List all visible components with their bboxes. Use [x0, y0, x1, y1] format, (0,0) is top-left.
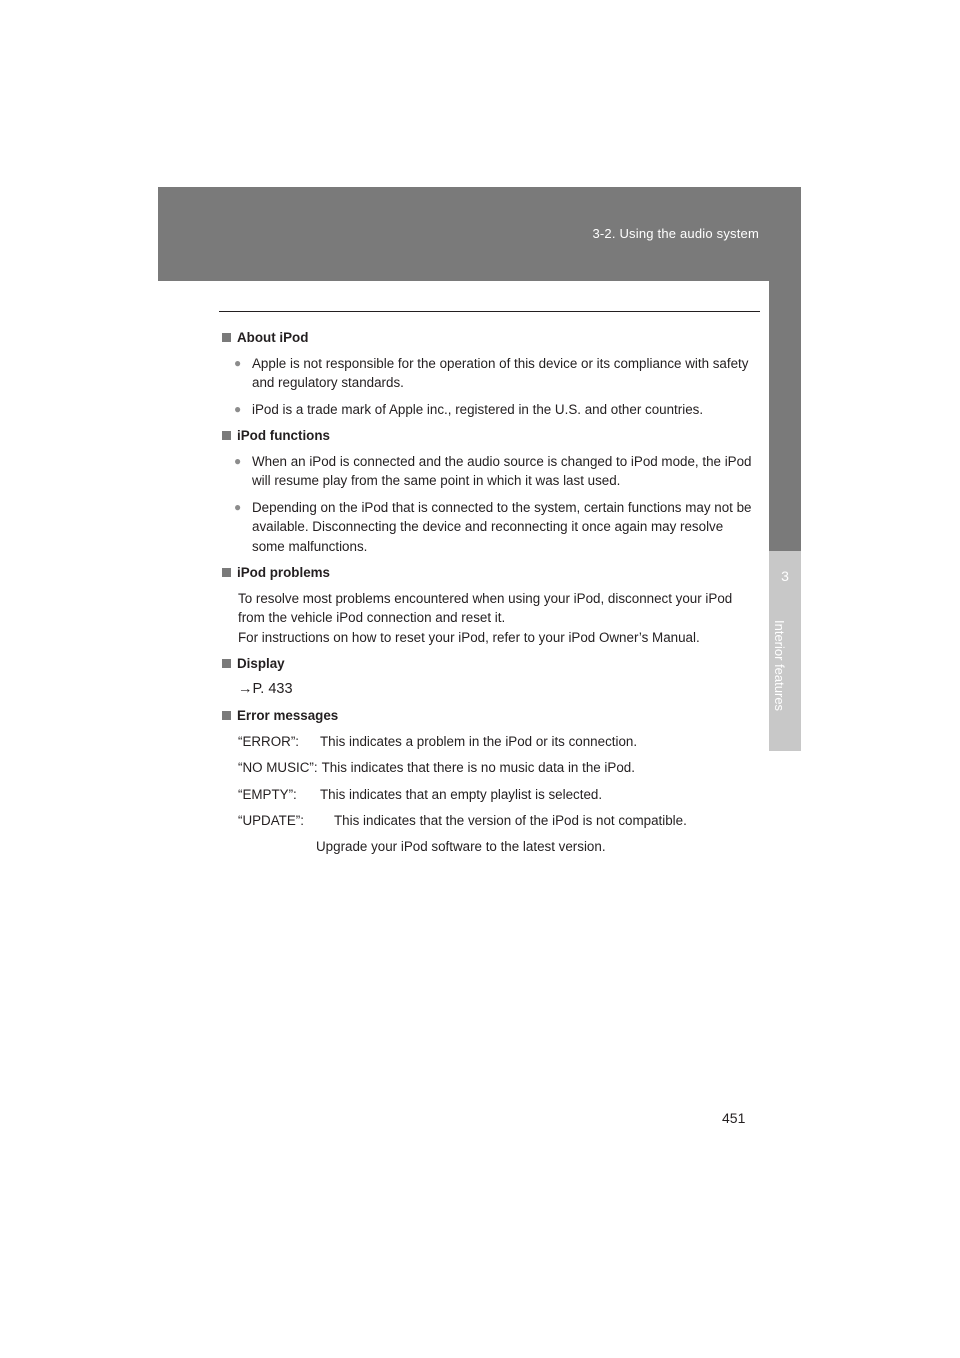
- error-row: [222, 758, 758, 778]
- circle-bullet-icon: ●: [234, 499, 242, 514]
- error-row: [222, 811, 758, 831]
- heading-ipod-functions: iPod functions: [222, 426, 758, 446]
- chapter-number: 3: [781, 568, 789, 584]
- list-item: ● Depending on the iPod that is connected to the system, certain functions may not be available. Disconnecting the device and reconnecting it once again may resolve some malfunctions.: [222, 498, 758, 557]
- error-description: This indicates a problem in the iPod or its connection.: [320, 733, 638, 749]
- error-description: This indicates that an empty playlist is selected.: [320, 786, 603, 802]
- square-bullet-icon: [222, 568, 231, 577]
- error-code: “NO MUSIC”:: [238, 760, 318, 775]
- top-rule: [219, 311, 760, 312]
- error-code: “ERROR”:: [238, 733, 299, 749]
- list-item: ● When an iPod is connected and the audio source is changed to iPod mode, the iPod will resume play from the same point in which it was last used.: [222, 452, 758, 491]
- heading-ipod-problems: iPod problems: [222, 563, 758, 583]
- circle-bullet-icon: ●: [234, 401, 242, 416]
- circle-bullet-icon: ●: [234, 453, 242, 468]
- side-tab-upper: [769, 281, 801, 551]
- error-description-continued: Upgrade your iPod software to the latest version.: [316, 838, 606, 854]
- page-reference-link[interactable]: →P. 433: [238, 680, 293, 697]
- circle-bullet-icon: ●: [234, 355, 242, 370]
- list-item: ● Apple is not responsible for the operation of this device or its compliance with safety and regulatory standards.: [222, 354, 758, 393]
- heading-error-messages: Error messages: [222, 706, 758, 726]
- paragraph: To resolve most problems encountered when using your iPod, disconnect your iPod from the vehicle iPod connection and reset it. For instructions on how to reset your iPod, refer to your iPod Owner’s Manual.: [238, 590, 733, 645]
- error-row: [222, 785, 758, 805]
- error-code: “UPDATE”:: [238, 813, 304, 828]
- error-description: This indicates that there is no music data in the iPod.: [321, 760, 635, 775]
- header-band: [158, 187, 801, 281]
- heading-display: Display: [222, 654, 758, 674]
- square-bullet-icon: [222, 711, 231, 720]
- chapter-title: Interior features: [772, 620, 787, 712]
- section-title: 3-2. Using the audio system: [592, 226, 759, 241]
- list-item: ● iPod is a trade mark of Apple inc., registered in the U.S. and other countries.: [222, 400, 758, 420]
- square-bullet-icon: [222, 333, 231, 342]
- error-description: This indicates that the version of the iPod is not compatible.: [334, 813, 687, 828]
- heading-about-ipod: About iPod: [222, 328, 758, 348]
- error-code: “EMPTY”:: [238, 786, 297, 802]
- page-number: 451: [722, 1110, 746, 1126]
- square-bullet-icon: [222, 431, 231, 440]
- error-row: [222, 732, 758, 752]
- page-content: [222, 328, 758, 856]
- square-bullet-icon: [222, 659, 231, 668]
